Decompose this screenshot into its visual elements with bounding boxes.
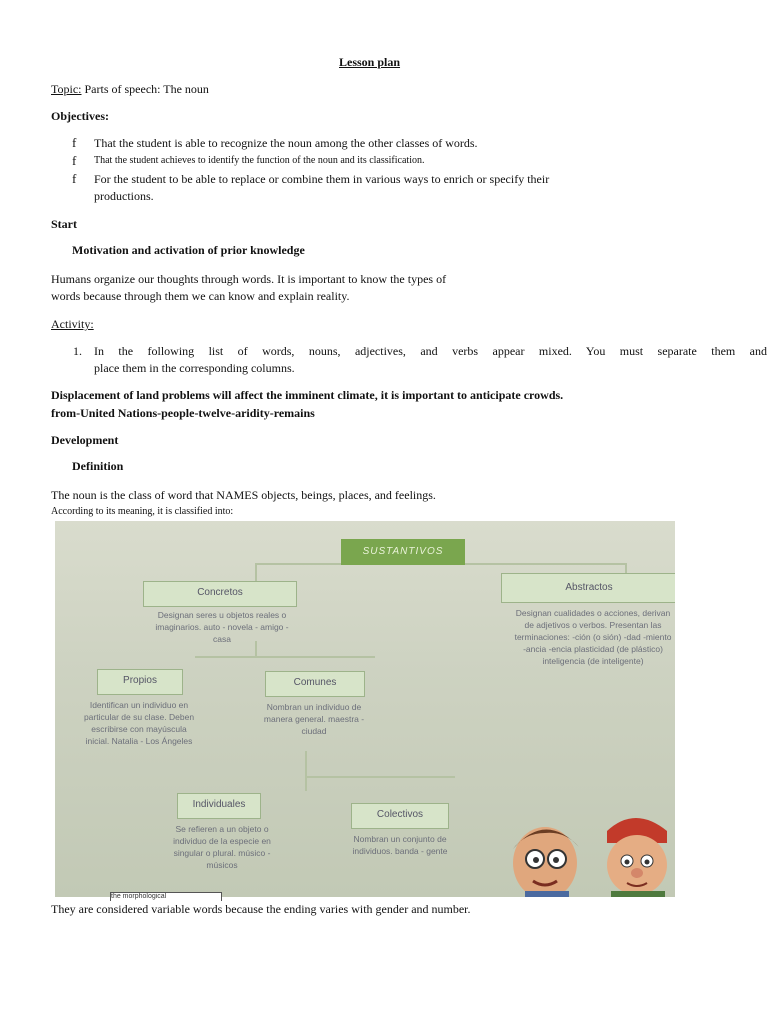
photo-caption: the morphological (110, 892, 222, 901)
objective-item: That the student achieves to identify the function of the noun and its classification. (94, 155, 425, 166)
motivation-heading: Motivation and activation of prior knowledge (72, 243, 305, 257)
cartoon-children-illustration (495, 791, 675, 897)
propios-desc: Identifican un individuo en particular de su clase. Deben escribirse con mayúscula inicial. Natalia - Los Ángeles (83, 700, 195, 746)
activity-label: Activity: (51, 317, 94, 331)
concretos-desc: Designan seres u objetos reales o imaginarios. auto - novela - amigo - casa (155, 610, 289, 644)
concretos-box: Concretos (143, 581, 297, 607)
humans-paragraph-line2: words because through them we can know and explain reality. (51, 289, 350, 303)
bullet-icon: f (72, 153, 77, 168)
colectivos-box: Colectivos (351, 803, 449, 829)
activity-line1: In the following list of words, nouns, adjectives, and verbs appear mixed. You must separate them and (94, 344, 767, 358)
mixed-words-line2: from-United Nations-people-twelve-aridity-remains (51, 406, 315, 420)
comunes-desc: Nombran un individuo de manera general. maestra - ciudad (263, 702, 365, 736)
humans-paragraph-line1: Humans organize our thoughts through words. It is important to know the types of (51, 272, 447, 286)
noun-classification-photo (55, 521, 675, 897)
classified-text: According to its meaning, it is classified into: (51, 506, 234, 517)
objective-item-continued: productions. (94, 189, 154, 203)
mixed-words-line1: Displacement of land problems will affect the imminent climate, it is important to anticipate crowds. (51, 388, 564, 402)
variable-words-text: They are considered variable words because the ending varies with gender and number. (51, 902, 471, 916)
objective-item: For the student to be able to replace or combine them in various ways to enrich or specify their (94, 172, 550, 186)
activity-line2: place them in the corresponding columns. (94, 361, 295, 375)
activity-number: 1. (73, 344, 82, 358)
definition-heading-line (72, 459, 123, 474)
colectivos-desc: Nombran un conjunto de individuos. banda - gente (352, 834, 448, 856)
development-heading: Development (51, 433, 119, 447)
abstractos-desc: Designan cualidades o acciones, derivan de adjetivos o verbos. Presentan las terminaciones: -ción (o sión) -dad -miento -ancia -encia plasticidad (de plástico) inteligencia (de inteligente) (514, 608, 672, 666)
doc-title: Lesson plan (339, 55, 401, 69)
definition-heading: Definition (72, 459, 124, 473)
individuales-desc: Se refieren a un objeto o individuo de la especie en singular o plural. músico - músicos (173, 824, 271, 870)
start-heading: Start (51, 217, 77, 231)
topic-text: Parts of speech: The noun (84, 82, 209, 96)
definition-text: The noun is the class of word that NAMES objects, beings, places, and feelings. (51, 488, 436, 502)
bullet-icon: f (72, 135, 77, 150)
abstractos-box: Abstractos (501, 573, 675, 603)
objectives-heading: Objectives: (51, 109, 109, 123)
diagram-title-box: SUSTANTIVOS (341, 539, 465, 565)
propios-box: Propios (97, 669, 183, 695)
topic-label: Topic: (51, 82, 82, 96)
objective-item: That the student is able to recognize the noun among the other classes of words. (94, 136, 478, 150)
motivation-heading-line (72, 243, 305, 258)
bullet-icon: f (72, 171, 77, 186)
individuales-box: Individuales (177, 793, 261, 819)
comunes-box: Comunes (265, 671, 365, 697)
topic-line (51, 82, 209, 97)
